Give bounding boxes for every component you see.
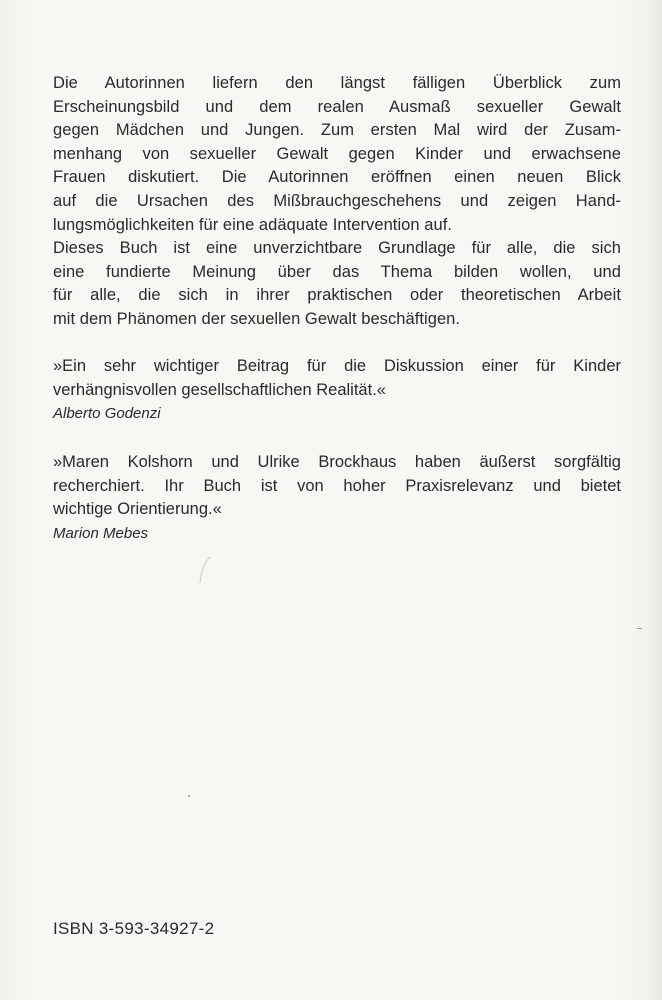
quote-line: »Maren Kolshorn und Ulrike Brockhaus haben äußerst sorgfältig	[53, 453, 621, 471]
quote-line: recherchiert. Ihr Buch ist von hoher Praxisrelevanz und bietet	[53, 476, 621, 495]
page-edge-shadow	[648, 0, 662, 1000]
description-line: Dieses Buch ist eine unverzichtbare Grundlage für alle, die sich	[53, 239, 621, 258]
isbn-number: ISBN 3-593-34927-2	[53, 919, 215, 938]
description-line: menhang von sexueller Gewalt gegen Kinder und erwachsene	[53, 144, 621, 163]
quote-author: Alberto Godenzi	[53, 405, 161, 423]
review-quote	[53, 355, 621, 425]
description-line: Frauen diskutiert. Die Autorinnen eröffnen einen neuen Blick	[53, 168, 621, 187]
quote-line: verhängnisvollen gesellschaftlichen Realität.«	[53, 380, 386, 399]
quote-author: Marion Mebes	[53, 524, 149, 542]
description-line: Erscheinungsbild und dem realen Ausmaß sexueller Gewalt	[53, 97, 621, 116]
book-description	[53, 72, 621, 332]
page-tick-mark	[637, 628, 642, 629]
page-scratch-mark	[196, 555, 216, 585]
quote-line: wichtige Orientierung.«	[53, 500, 222, 519]
description-line: eine fundierte Meinung über das Thema bilden wollen, und	[53, 262, 621, 281]
description-line: auf die Ursachen des Mißbrauchgeschehens und zeigen Hand-	[53, 191, 621, 210]
quote-line: »Ein sehr wichtiger Beitrag für die Diskussion einer für Kinder	[53, 357, 621, 375]
description-line: mit dem Phänomen der sexuellen Gewalt beschäftigen.	[53, 309, 461, 328]
description-line: lungsmöglichkeiten für eine adäquate Intervention auf.	[53, 215, 452, 234]
description-line: gegen Mädchen und Jungen. Zum ersten Mal wird der Zusam-	[53, 121, 621, 140]
description-line: Die Autorinnen liefern den längst fälligen Überblick zum	[53, 74, 621, 92]
page-speck-mark	[188, 795, 190, 797]
description-line: für alle, die sich in ihrer praktischen oder theoretischen Arbeit	[53, 286, 621, 305]
review-quote	[53, 451, 621, 545]
